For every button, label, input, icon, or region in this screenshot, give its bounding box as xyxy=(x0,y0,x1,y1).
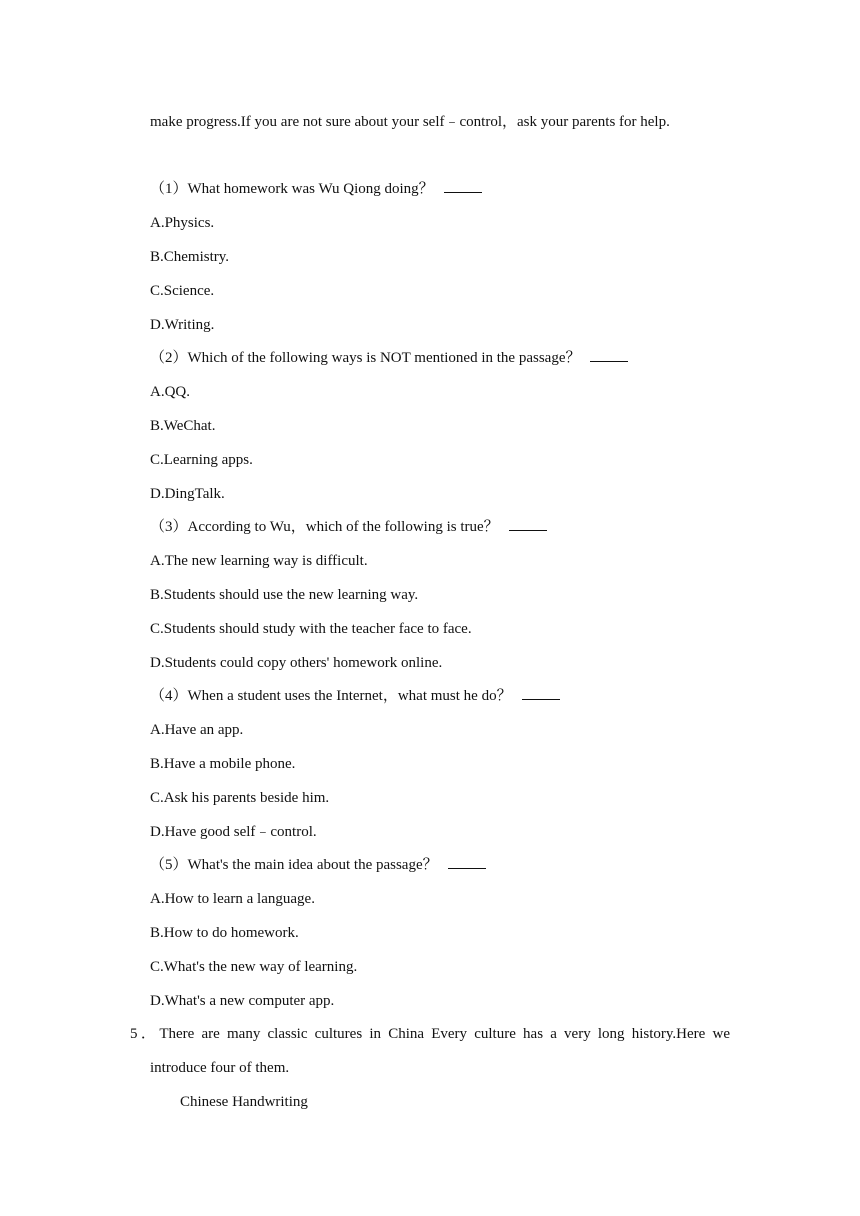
question-stem-text: （5）What's the main idea about the passage？ xyxy=(150,857,438,873)
answer-blank[interactable] xyxy=(590,348,628,362)
question-3-option-c: C.Students should study with the teacher face to face. xyxy=(150,621,472,637)
question-4-stem xyxy=(150,686,560,706)
question-2-stem xyxy=(150,348,628,368)
question-1-option-a: A.Physics. xyxy=(150,215,215,231)
question-5-option-d: D.What's a new computer app. xyxy=(150,993,335,1009)
question-5-stem xyxy=(150,855,486,875)
question-1-option-d: D.Writing. xyxy=(150,317,215,333)
question-4-option-c: C.Ask his parents beside him. xyxy=(150,790,330,806)
passage-tail: make progress.If you are not sure about your self﹣control，ask your parents for help. xyxy=(150,114,670,130)
question-2-option-a: A.QQ. xyxy=(150,384,190,400)
question-1-stem xyxy=(150,179,482,199)
question-2-option-c: C.Learning apps. xyxy=(150,452,253,468)
question-2-option-d: D.DingTalk. xyxy=(150,486,225,502)
question-stem-text: （3）According to Wu，which of the following is true？ xyxy=(150,519,499,535)
question-5-option-c: C.What's the new way of learning. xyxy=(150,959,358,975)
question-4-option-a: A.Have an app. xyxy=(150,722,244,738)
question-3-option-d: D.Students could copy others' homework online. xyxy=(150,655,443,671)
passage-5-intro-line-2: introduce four of them. xyxy=(150,1060,290,1076)
section-subheading: Chinese Handwriting xyxy=(180,1094,308,1110)
question-4-option-d: D.Have good self﹣control. xyxy=(150,824,317,840)
question-2-option-b: B.WeChat. xyxy=(150,418,216,434)
question-stem-text: （1）What homework was Wu Qiong doing？ xyxy=(150,181,434,197)
answer-blank[interactable] xyxy=(444,179,482,193)
question-5-option-b: B.How to do homework. xyxy=(150,925,299,941)
question-3-option-b: B.Students should use the new learning way. xyxy=(150,587,419,603)
answer-blank[interactable] xyxy=(509,517,547,531)
question-5-option-a: A.How to learn a language. xyxy=(150,891,315,907)
question-1-option-c: C.Science. xyxy=(150,283,215,299)
passage-5-intro-line-1: 5．There are many classic cultures in China Every culture has a very long history.Here we xyxy=(130,1026,730,1042)
question-3-stem xyxy=(150,517,547,537)
question-1-option-b: B.Chemistry. xyxy=(150,249,230,265)
question-3-option-a: A.The new learning way is difficult. xyxy=(150,553,368,569)
answer-blank[interactable] xyxy=(522,686,560,700)
question-4-option-b: B.Have a mobile phone. xyxy=(150,756,296,772)
question-stem-text: （2）Which of the following ways is NOT mentioned in the passage？ xyxy=(150,350,581,366)
answer-blank[interactable] xyxy=(448,855,486,869)
question-stem-text: （4）When a student uses the Internet，what must he do？ xyxy=(150,688,512,704)
